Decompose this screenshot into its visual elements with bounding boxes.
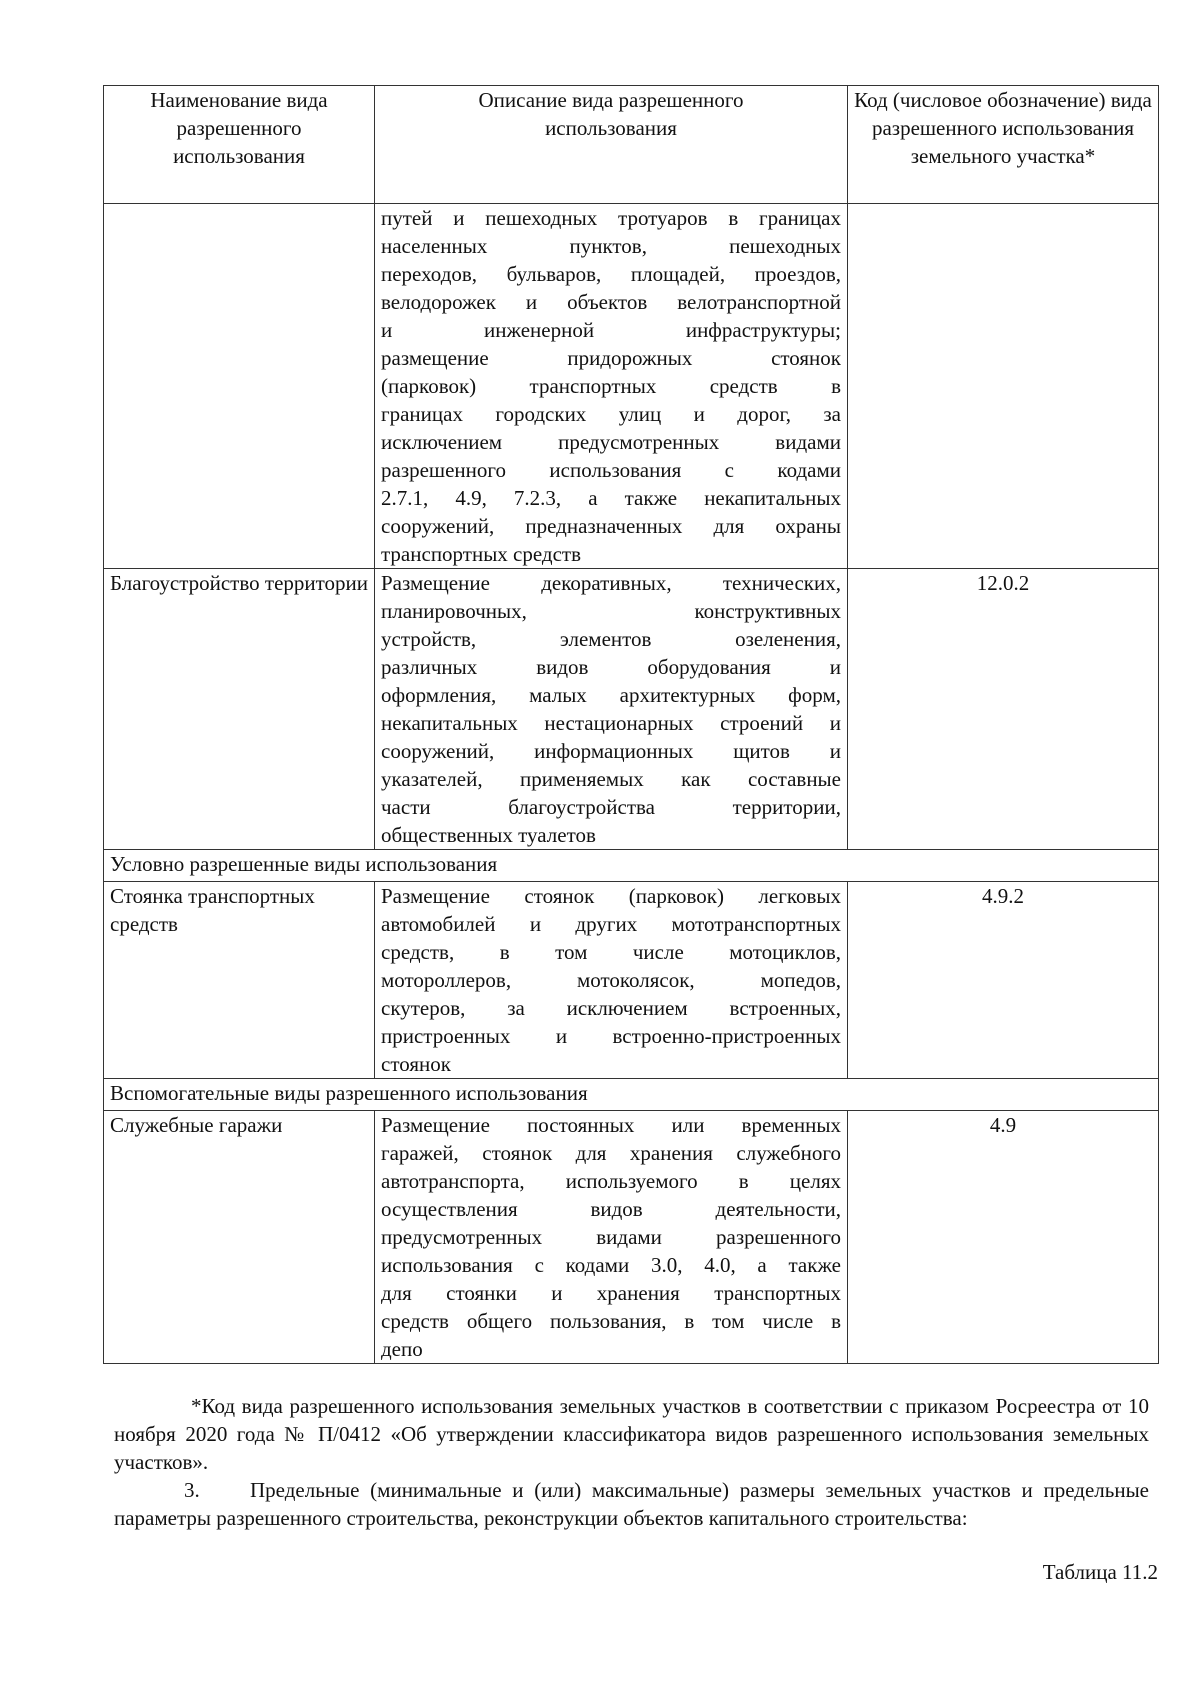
table-caption: Таблица 11.2 xyxy=(1042,1560,1158,1584)
description-line: автомобилей и других мототранспортных xyxy=(381,912,841,936)
header-code: Код (числовое обозначение) вида разрешенного использования земельного участка* xyxy=(848,86,1159,204)
item-3-number: 3. xyxy=(184,1478,200,1502)
footnote: *Код вида разрешенного использования земельных участков в соответствии с приказом Росреестра от 10 ноября 2020 года № П/0412 «Об утверждении классификатора видов разрешенного использования земельных участков». xyxy=(114,1394,1149,1474)
description-line: общественных туалетов xyxy=(381,823,596,847)
cell-name: Служебные гаражи xyxy=(104,1111,375,1364)
description-line: автотранспорта, используемого в целях xyxy=(381,1169,841,1193)
section-title: Вспомогательные виды разрешенного использования xyxy=(104,1079,1159,1111)
description-line: для стоянки и хранения транспортных xyxy=(381,1281,841,1305)
description-lines xyxy=(381,882,841,1078)
table-row-stoyanka xyxy=(104,882,1159,1079)
description-line: предусмотренных видами разрешенного xyxy=(381,1225,841,1249)
cell-code: 4.9 xyxy=(848,1111,1159,1364)
table-row-continued xyxy=(104,204,1159,569)
description-line: велодорожек и объектов велотранспортной xyxy=(381,290,841,314)
description-line: некапитальных нестационарных строений и xyxy=(381,711,841,735)
cell-description xyxy=(375,1111,848,1364)
description-line: переходов, бульваров, площадей, проездов, xyxy=(381,262,841,286)
description-line: средств, в том числе мотоциклов, xyxy=(381,940,841,964)
cell-name-empty xyxy=(104,204,375,569)
cell-description xyxy=(375,204,848,569)
description-line: стоянок xyxy=(381,1052,451,1076)
description-lines xyxy=(381,1111,841,1363)
description-line: и инженерной инфраструктуры; xyxy=(381,318,841,342)
description-line: оформления, малых архитектурных форм, xyxy=(381,683,841,707)
description-line: транспортных средств xyxy=(381,542,582,566)
description-line: Размещение постоянных или временных xyxy=(381,1113,841,1137)
cell-code-empty xyxy=(848,204,1159,569)
table-header-row xyxy=(104,86,1159,204)
description-line: (парковок) транспортных средств в xyxy=(381,374,841,398)
description-line: Размещение стоянок (парковок) легковых xyxy=(381,884,841,908)
header-name: Наименование вида разрешенного использования xyxy=(104,86,375,204)
description-line: скутеров, за исключением встроенных, xyxy=(381,996,841,1020)
table-row-blagoustroystvo xyxy=(104,569,1159,850)
table-row-garazhi xyxy=(104,1111,1159,1364)
description-line: устройств, элементов озеленения, xyxy=(381,627,841,651)
description-line: сооружений, информационных щитов и xyxy=(381,739,841,763)
description-line: исключением предусмотренных видами xyxy=(381,430,841,454)
description-line: депо xyxy=(381,1337,423,1361)
description-line: мотороллеров, мотоколясок, мопедов, xyxy=(381,968,841,992)
description-line: осуществления видов деятельности, xyxy=(381,1197,841,1221)
description-line: Размещение декоративных, технических, xyxy=(381,571,841,595)
item-3-paragraph xyxy=(114,1476,1149,1532)
section-title: Условно разрешенные виды использования xyxy=(104,850,1159,882)
description-lines xyxy=(381,204,841,568)
land-use-table xyxy=(103,85,1159,1364)
cell-name: Стоянка транспортных средств xyxy=(104,882,375,1079)
description-lines xyxy=(381,569,841,849)
description-line: пристроенных и встроенно-пристроенных xyxy=(381,1024,841,1048)
section-row-conditional xyxy=(104,850,1159,882)
description-line: путей и пешеходных тротуаров в границах xyxy=(381,206,841,230)
description-line: планировочных, конструктивных xyxy=(381,599,841,623)
cell-description xyxy=(375,882,848,1079)
cell-description xyxy=(375,569,848,850)
description-line: гаражей, стоянок для хранения служебного xyxy=(381,1141,841,1165)
description-line: различных видов оборудования и xyxy=(381,655,841,679)
cell-code: 4.9.2 xyxy=(848,882,1159,1079)
item-3-text: Предельные (минимальные и (или) максимальные) размеры земельных участков и предельные параметры разрешенного строительства, реконструкции объектов капитального строительства: xyxy=(114,1478,1149,1530)
description-line: указателей, применяемых как составные xyxy=(381,767,841,791)
description-line: 2.7.1, 4.9, 7.2.3, а также некапитальных xyxy=(381,486,841,510)
description-line: границах городских улиц и дорог, за xyxy=(381,402,841,426)
description-line: использования с кодами 3.0, 4.0, а также xyxy=(381,1253,841,1277)
cell-name: Благоустройство территории xyxy=(104,569,375,850)
description-line: сооружений, предназначенных для охраны xyxy=(381,514,841,538)
section-row-auxiliary xyxy=(104,1079,1159,1111)
header-description: Описание вида разрешенного использования xyxy=(375,86,848,204)
description-line: населенных пунктов, пешеходных xyxy=(381,234,841,258)
description-line: средств общего пользования, в том числе в xyxy=(381,1309,841,1333)
description-line: размещение придорожных стоянок xyxy=(381,346,841,370)
cell-code: 12.0.2 xyxy=(848,569,1159,850)
description-line: разрешенного использования с кодами xyxy=(381,458,841,482)
description-line: части благоустройства территории, xyxy=(381,795,841,819)
